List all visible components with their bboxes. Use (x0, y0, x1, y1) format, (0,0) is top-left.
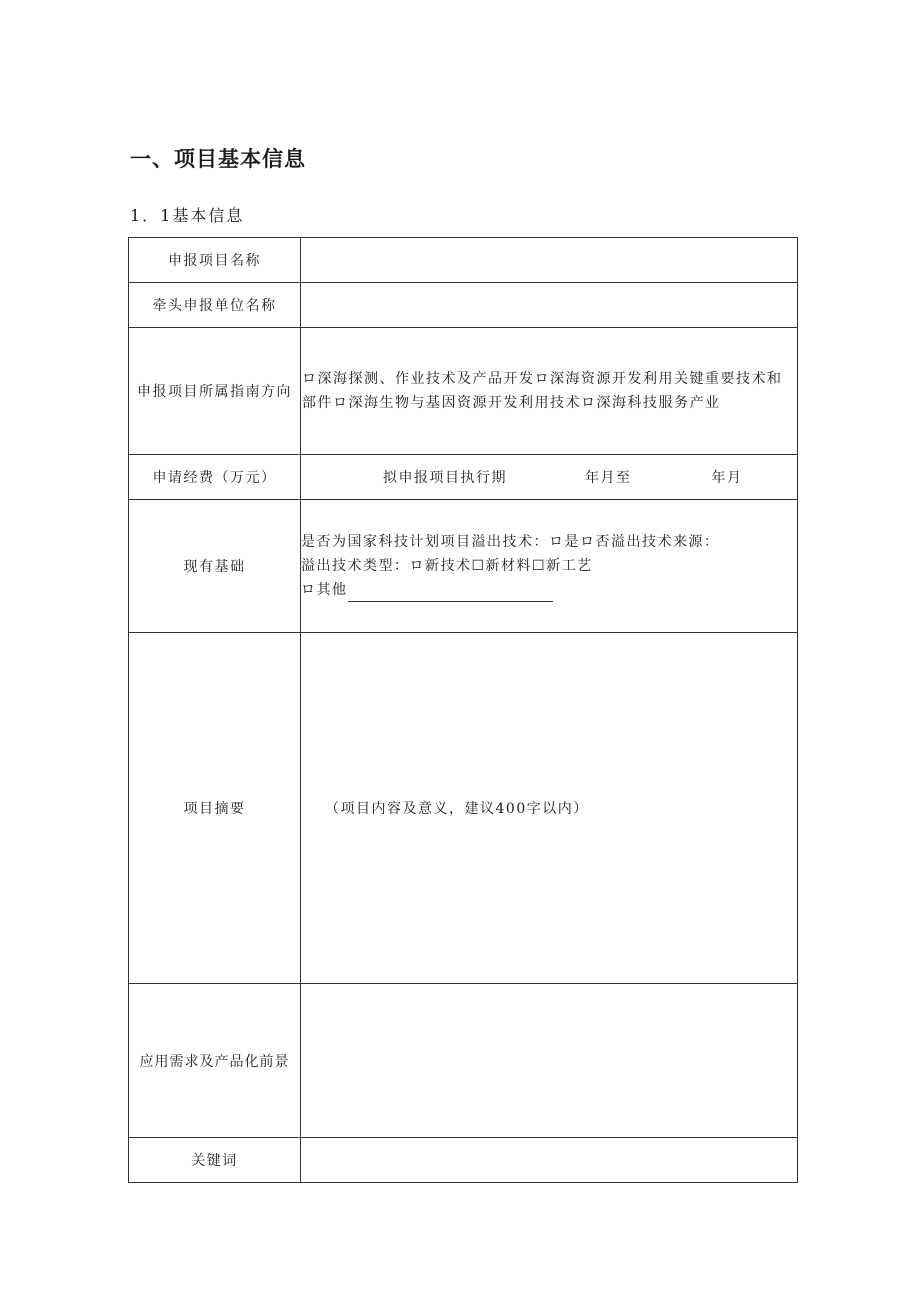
section-heading: 一、项目基本信息 (130, 147, 306, 171)
funding-field[interactable] (301, 455, 798, 500)
table-row (129, 238, 798, 283)
table-row (129, 1138, 798, 1183)
project-summary-label: 项目摘要 (129, 633, 301, 984)
execution-period-label: 拟申报项目执行期 (383, 470, 507, 486)
existing-basis-field[interactable] (301, 500, 798, 633)
basic-info-table (128, 237, 798, 1183)
keywords-field[interactable] (301, 1138, 798, 1183)
existing-basis-label: 现有基础 (129, 500, 301, 633)
application-prospect-label: 应用需求及产品化前景 (129, 984, 301, 1138)
table-row (129, 283, 798, 328)
spillover-question: 是否为国家科技计划项目溢出技术：ロ是ロ否溢出技术来源： (301, 534, 720, 550)
guide-direction-options: ロ深海探测、作业技术及产品开发ロ深海资源开发利用关键重要技术和部件ロ深海生物与基因资源开发利用技术ロ深海科技服务产业 (302, 371, 783, 411)
funding-label: 申请经费（万元） (129, 455, 301, 500)
period-end-text: 年月 (711, 470, 743, 486)
project-summary-field[interactable] (301, 633, 798, 984)
project-name-field[interactable] (301, 238, 798, 283)
table-row (129, 455, 798, 500)
table-row (129, 328, 798, 455)
subsection-heading: 1．1基本信息 (130, 206, 245, 225)
other-blank-line[interactable] (348, 587, 553, 602)
guide-direction-field[interactable] (301, 328, 798, 455)
lead-unit-field[interactable] (301, 283, 798, 328)
table-row (129, 633, 798, 984)
summary-hint: （项目内容及意义，建议400字以内） (325, 801, 589, 817)
spillover-type: 溢出技术类型：ロ新技术☐新材料☐新工艺 (301, 558, 593, 574)
other-option (301, 578, 797, 602)
table-row (129, 500, 798, 633)
keywords-label: 关键词 (129, 1138, 301, 1183)
other-option-label: ロ其他 (301, 582, 348, 598)
lead-unit-label: 牵头申报单位名称 (129, 283, 301, 328)
period-start-text: 年月至 (585, 470, 632, 486)
guide-direction-label: 申报项目所属指南方向 (129, 328, 301, 455)
application-prospect-field[interactable] (301, 984, 798, 1138)
project-name-label: 申报项目名称 (129, 238, 301, 283)
table-row (129, 984, 798, 1138)
